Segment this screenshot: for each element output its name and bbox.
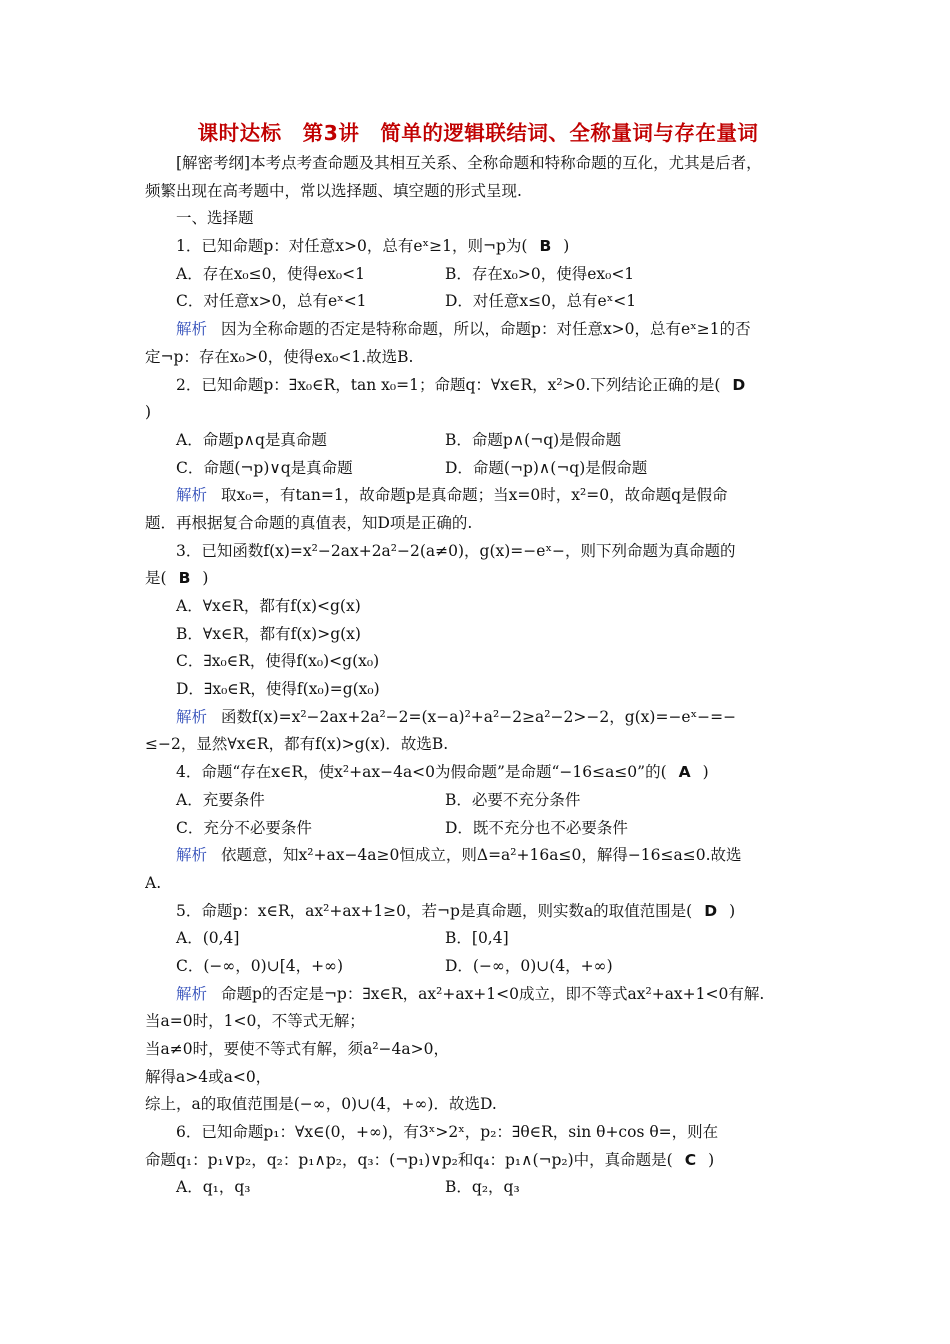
option-row xyxy=(145,455,811,483)
option: B．∀x∈R，都有f(x)>g(x) xyxy=(176,624,361,643)
answer-letter: B xyxy=(539,237,552,256)
option: B．[0,4] xyxy=(445,929,509,948)
analysis-label: 解析 xyxy=(176,846,208,865)
analysis-line xyxy=(145,1036,811,1064)
answer-letter: D xyxy=(732,375,746,394)
analysis-line xyxy=(145,1064,811,1092)
stem-text: ) xyxy=(563,237,570,256)
option-row xyxy=(145,676,811,704)
page-title: 课时达标 第3讲 简单的逻辑联结词、全称量词与存在量词 xyxy=(197,121,759,145)
analysis-line xyxy=(145,981,811,1009)
intro-line: 频繁出现在高考题中，常以选择题、填空题的形式呈现. xyxy=(145,181,522,200)
analysis-line xyxy=(145,482,811,510)
stem-text: 6．已知命题p₁：∀x∈(0，+∞)，有3ˣ>2ˣ，p₂：∃θ∈R，sin θ+cos θ=，则在 xyxy=(176,1123,719,1142)
analysis-text: 依题意，知x²+ax−4a≥0恒成立，则Δ=a²+16a≤0，解得−16≤a≤0.故选 xyxy=(221,846,742,865)
option: D．对任意x≤0，总有eˣ<1 xyxy=(445,292,637,311)
option-row xyxy=(145,648,811,676)
option: A．q₁，q₃ xyxy=(176,1178,251,1197)
option: A．(0,4] xyxy=(176,929,240,948)
stem-text: 命题q₁：p₁∨p₂，q₂：p₁∧p₂，q₃：(¬p₁)∨p₂和q₄：p₁∧(¬p₂)中，真命题是( xyxy=(145,1150,673,1169)
question-stem xyxy=(145,372,811,400)
document-content xyxy=(145,116,811,1202)
analysis-text: 函数f(x)=x²−2ax+2a²−2=(x−a)²+a²−2≥a²−2>−2，g(x)=−eˣ−=− xyxy=(221,707,737,726)
question-stem xyxy=(145,233,811,261)
stem-text: ) xyxy=(708,1150,715,1169)
option: B．命题p∧(¬q)是假命题 xyxy=(445,430,622,449)
analysis-line xyxy=(145,316,811,344)
option: C．命题(¬p)∨q是真命题 xyxy=(176,458,353,477)
analysis-text: 定¬p：存在x₀>0，使得ex₀<1.故选B. xyxy=(145,347,414,366)
option-row xyxy=(145,261,811,289)
option: D．∃x₀∈R，使得f(x₀)=g(x₀) xyxy=(176,680,380,699)
question-stem xyxy=(145,898,811,926)
analysis-line xyxy=(145,1008,811,1036)
option: B．存在x₀>0，使得ex₀<1 xyxy=(445,264,635,283)
stem-text: 5．命题p：x∈R，ax²+ax+1≥0，若¬p是真命题，则实数a的取值范围是( xyxy=(176,901,693,920)
question-list xyxy=(145,233,811,1202)
analysis-text: A. xyxy=(145,873,162,892)
analysis-text: 取x₀=，有tan=1，故命题p是真命题；当x=0时，x²=0，故命题q是假命 xyxy=(221,486,728,505)
question xyxy=(145,233,811,371)
stem-text: ) xyxy=(202,569,209,588)
option: C．充分不必要条件 xyxy=(176,818,312,837)
question xyxy=(145,372,811,538)
analysis-line xyxy=(145,704,811,732)
analysis-text: ≤−2，显然∀x∈R，都有f(x)>g(x)．故选B. xyxy=(145,735,449,754)
question-stem xyxy=(145,565,811,593)
stem-text: ) xyxy=(702,763,709,782)
option-row xyxy=(145,593,811,621)
analysis-text: 因为全称命题的否定是特称命题，所以，命题p：对任意x>0，总有eˣ≥1的否 xyxy=(221,320,751,339)
answer-letter: A xyxy=(678,763,691,782)
option: B．q₂，q₃ xyxy=(445,1178,520,1197)
question-stem xyxy=(145,399,811,427)
option-row xyxy=(145,815,811,843)
analysis-text: 命题p的否定是¬p：∃x∈R，ax²+ax+1<0成立，即不等式ax²+ax+1<0有解. xyxy=(221,984,765,1003)
option: D．(−∞，0)∪(4，+∞) xyxy=(445,956,613,975)
option: C．∃x₀∈R，使得f(x₀)<g(x₀) xyxy=(176,652,380,671)
question-stem xyxy=(145,759,811,787)
stem-text: ) xyxy=(145,403,152,422)
option-row xyxy=(145,1174,811,1202)
question xyxy=(145,538,811,760)
answer-letter: D xyxy=(704,901,718,920)
analysis-text: 解得a>4或a<0， xyxy=(145,1067,272,1086)
analysis-text: 当a=0时，1<0，不等式无解； xyxy=(145,1012,365,1031)
stem-text: ) xyxy=(729,901,736,920)
option-row xyxy=(145,288,811,316)
option-row xyxy=(145,925,811,953)
question-stem xyxy=(145,1119,811,1147)
analysis-text: 题．再根据复合命题的真值表，知D项是正确的. xyxy=(145,513,473,532)
intro-line: [解密考纲]本考点考查命题及其相互关系、全称命题和特称命题的互化，尤其是后者， xyxy=(176,154,762,172)
option: C．(−∞，0)∪[4，+∞) xyxy=(176,956,344,975)
question xyxy=(145,759,811,897)
analysis-text: 综上，a的取值范围是(−∞，0)∪(4，+∞)．故选D. xyxy=(145,1095,497,1114)
stem-text: 2．已知命题p：∃x₀∈R，tan x₀=1；命题q：∀x∈R，x²>0.下列结论正确的是( xyxy=(176,375,721,394)
question xyxy=(145,898,811,1120)
option: A．命题p∧q是真命题 xyxy=(176,430,327,449)
answer-letter: B xyxy=(178,569,191,588)
option-row xyxy=(145,787,811,815)
analysis-line xyxy=(145,344,811,372)
analysis-line xyxy=(145,870,811,898)
stem-text: 1．已知命题p：对任意x>0，总有eˣ≥1，则¬p为( xyxy=(176,237,528,256)
analysis-line xyxy=(145,510,811,538)
option-row xyxy=(145,953,811,981)
option: C．对任意x>0，总有eˣ<1 xyxy=(176,292,367,311)
option: A．存在x₀≤0，使得ex₀<1 xyxy=(176,264,365,283)
stem-text: 3．已知函数f(x)=x²−2ax+2a²−2(a≠0)，g(x)=−eˣ−，则下列命题为真命题的 xyxy=(176,541,736,560)
analysis-line xyxy=(145,1091,811,1119)
analysis-text: 当a≠0时，要使不等式有解，须a²−4a>0， xyxy=(145,1040,449,1058)
option: B．必要不充分条件 xyxy=(445,790,581,809)
analysis-label: 解析 xyxy=(176,486,208,505)
section-heading: 一、选择题 xyxy=(176,209,254,228)
question xyxy=(145,1119,811,1202)
option: A．充要条件 xyxy=(176,790,265,809)
answer-letter: C xyxy=(684,1150,697,1169)
analysis-line xyxy=(145,731,811,759)
analysis-label: 解析 xyxy=(176,707,208,726)
question-stem xyxy=(145,1147,811,1175)
stem-text: 是( xyxy=(145,569,167,588)
analysis-line xyxy=(145,842,811,870)
option: D．命题(¬p)∧(¬q)是假命题 xyxy=(445,458,648,477)
analysis-label: 解析 xyxy=(176,320,208,339)
option: A．∀x∈R，都有f(x)<g(x) xyxy=(176,597,361,615)
analysis-label: 解析 xyxy=(176,984,208,1003)
option-row xyxy=(145,621,811,649)
option: D．既不充分也不必要条件 xyxy=(445,818,628,837)
question-stem xyxy=(145,538,811,566)
stem-text: 4．命题“存在x∈R，使x²+ax−4a<0为假命题”是命题“−16≤a≤0”的( xyxy=(176,763,667,782)
option-row xyxy=(145,427,811,455)
